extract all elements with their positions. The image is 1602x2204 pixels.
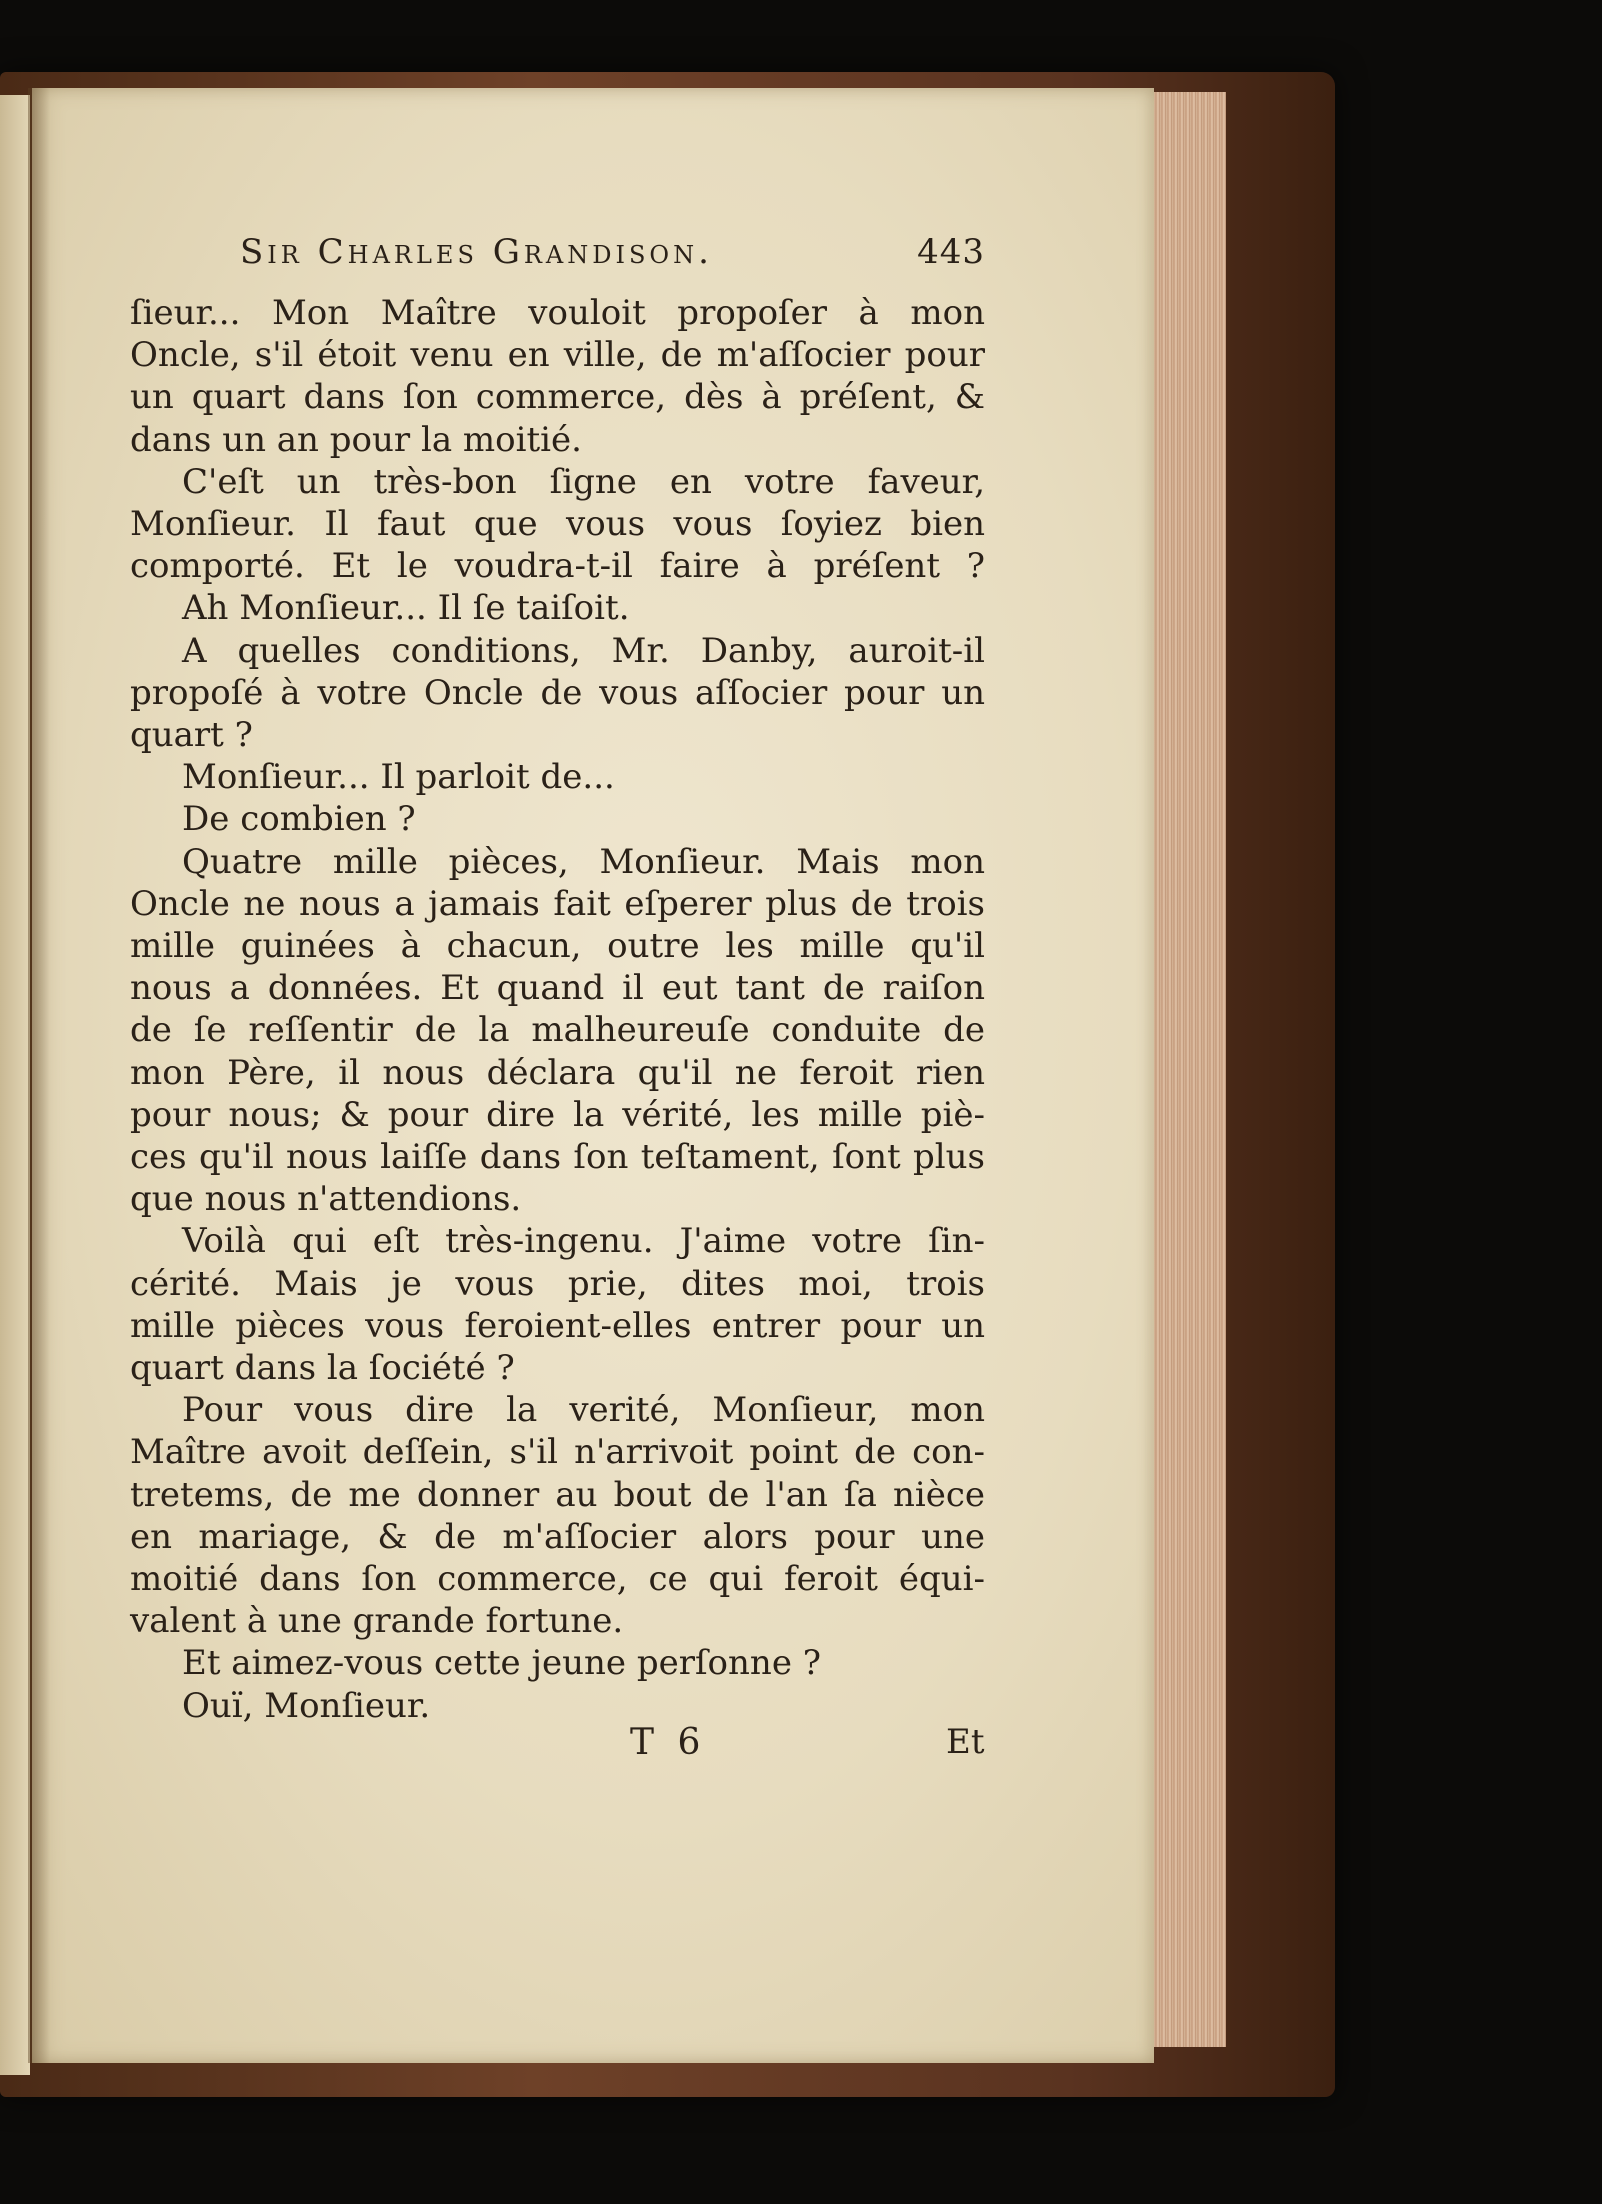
text-line: Ah Monſieur... Il ſe taiſoit. [182, 588, 630, 629]
text-line: un quart dans ſon commerce, dès à préſent, & [130, 377, 985, 418]
text-line: nous a données. Et quand il eut tant de raiſon [130, 968, 985, 1009]
text-line: Ouï, Monſieur. [182, 1685, 431, 1726]
text-line: ſieur... Mon Maître vouloit propoſer à mon [130, 293, 985, 333]
facing-page-edge [0, 95, 30, 2075]
text-line: propoſé à votre Oncle de vous aſſocier pour un [130, 672, 985, 713]
text-line: dans un an pour la moitié. [130, 419, 582, 460]
text-line: Maître avoit deſſein, s'il n'arrivoit point de con- [130, 1432, 985, 1473]
text-line: Monſieur. Il faut que vous vous ſoyiez bien [130, 504, 985, 544]
page-gutter-shadow [28, 88, 50, 2063]
text-line: valent à une grande fortune. [130, 1601, 624, 1642]
text-line: que nous n'attendions. [130, 1179, 522, 1220]
text-line: Quatre mille pièces, Monſieur. Mais mon [182, 841, 985, 882]
text-line: Voilà qui eſt très-ingenu. J'aime votre ſin- [182, 1221, 985, 1262]
text-line: de ſe reſſentir de la malheureuſe conduite de [130, 1010, 985, 1051]
text-line: Oncle, s'il étoit venu en ville, de m'aſſocier pour [130, 335, 985, 376]
text-line: cérité. Mais je vous prie, dites moi, trois [130, 1263, 985, 1304]
text-line: quart dans la ſociété ? [130, 1348, 515, 1388]
text-line: A quelles conditions, Mr. Danby, auroit-il [182, 630, 985, 671]
page-number: 443 [917, 232, 985, 272]
catchword: Et [946, 1722, 985, 1762]
text-line: en mariage, & de m'aſſocier alors pour une [130, 1516, 985, 1557]
text-line: mille guinées à chacun, outre les mille qu'il [130, 926, 985, 966]
signature-mark: T 6 [630, 1722, 707, 1763]
text-line: De combien ? [182, 799, 416, 840]
text-line: Et aimez-vous cette jeune perſonne ? [182, 1643, 821, 1684]
running-title: Sir Charles Grandison. [240, 232, 713, 272]
running-head [240, 232, 985, 282]
text-line: quart ? [130, 715, 253, 755]
text-line: pour nous; & pour dire la vérité, les mille piè- [130, 1094, 985, 1135]
page-edges [1148, 92, 1226, 2047]
text-line: Pour vous dire la verité, Monſieur, mon [182, 1390, 985, 1431]
text-line: comporté. Et le voudra-t-il faire à préſent ? [130, 546, 985, 587]
text-line: mon Père, il nous déclara qu'il ne feroit rien [130, 1052, 985, 1093]
text-line: tretems, de me donner au bout de l'an ſa nièce [130, 1474, 985, 1515]
text-line: C'eſt un très-bon ſigne en votre faveur, [182, 461, 985, 502]
text-line: moitié dans ſon commerce, ce qui feroit équi- [130, 1559, 985, 1599]
text-line: Oncle ne nous a jamais fait eſperer plus de trois [130, 883, 985, 924]
text-line: Monſieur... Il parloit de... [182, 757, 615, 798]
text-line: ces qu'il nous laiſſe dans ſon teſtament, ſont plus [130, 1137, 985, 1177]
text-line: mille pièces vous feroient-elles entrer pour un [130, 1305, 985, 1346]
